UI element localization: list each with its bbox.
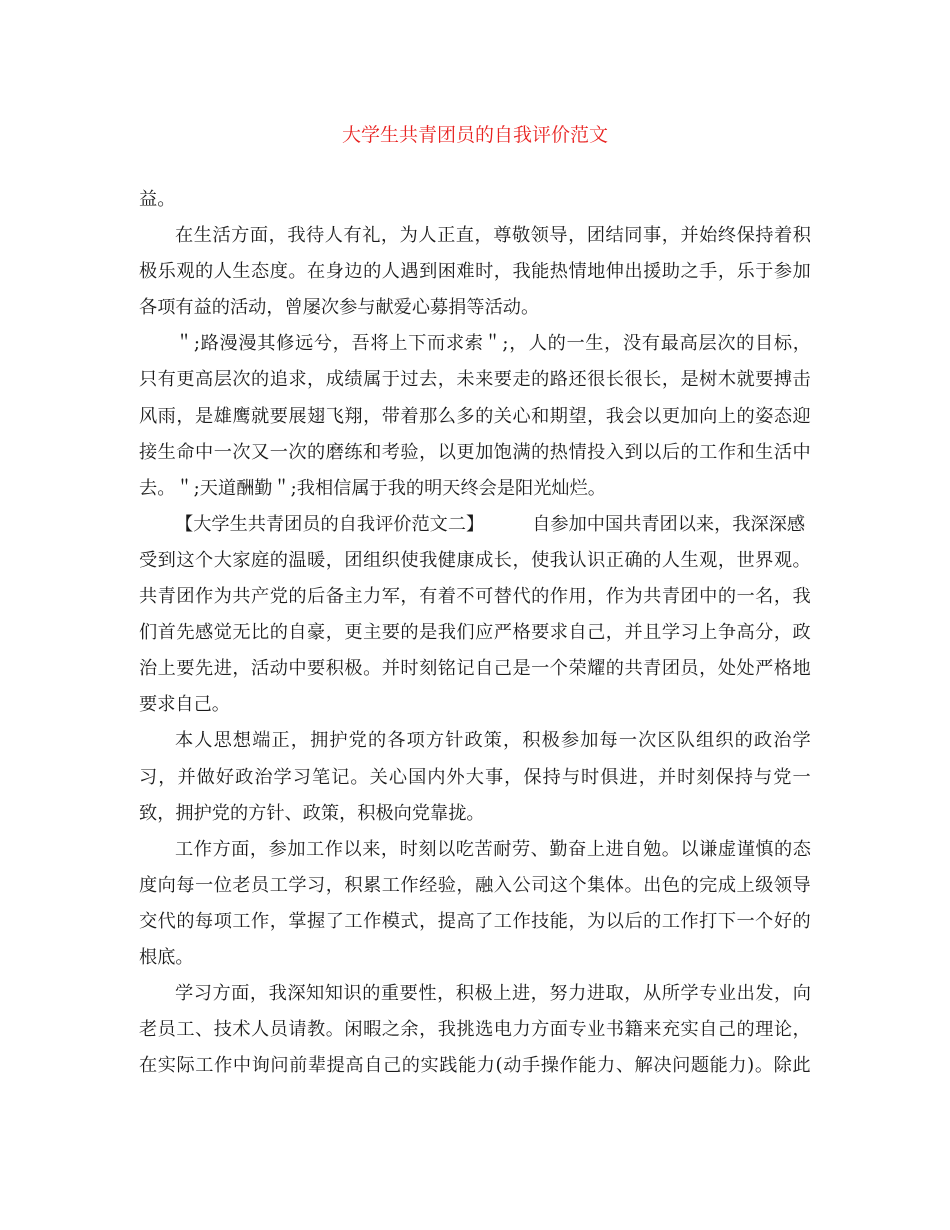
- text-line: 共 青 团 作 为 共 产 党 的 后 备 主 力 军 ， 有 着 不 可 替 代 的 作 用 ， 作 为 共 青 团 中 的 一 名 ， 我: [139, 586, 811, 608]
- text-line: 在 实 际 工 作 中 询 问 前 辈 提 高 自 己 的 实 践 能 力 ( 动 手 操 作 能 力 、 解 决 问 题 能 力 ) 。 除 此: [139, 1055, 811, 1077]
- document-title: 大学生共青团员的自我评价范文: [341, 124, 608, 146]
- text-line: [139, 507, 811, 543]
- text-line: 治 上 要 先 进 ， 活 动 中 要 积 极 。 并 时 刻 铭 记 自 己 是 一 个 荣 耀 的 共 青 团 员 ， 处 处 严 格 地: [139, 658, 811, 680]
- document-body: [139, 182, 811, 1084]
- text-line: ＂ ; 路 漫 漫 其 修 远 兮 ， 吾 将 上 下 而 求 索 ＂ ; ， 人 的 一 生 ， 没 有 最 高 层 次 的 目 标 ，: [175, 333, 811, 355]
- text-line: 老 员 工 、 技 术 人 员 请 教 。 闲 暇 之 余 ， 我 挑 选 电 力 方 面 专 业 书 籍 来 充 实 自 己 的 理 论 ，: [139, 1019, 811, 1041]
- line-text: 自参加中国共青团以来，我深深感: [532, 513, 806, 535]
- text-line: 学 习 方 面 ， 我 深 知 知 识 的 重 要 性 ， 积 极 上 进 ， 努 力 进 取 ， 从 所 学 专 业 出 发 ， 向: [175, 983, 811, 1005]
- text-line: 在 生 活 方 面 ， 我 待 人 有 礼 ， 为 人 正 直 ， 尊 敬 领 导 ， 团 结 同 事 ， 并 始 终 保 持 着 积: [175, 225, 811, 247]
- text-line: 交 代 的 每 项 工 作 ， 掌 握 了 工 作 模 式 ， 提 高 了 工 作 技 能 ， 为 以 后 的 工 作 打 下 一 个 好 的: [139, 910, 811, 932]
- text-line: 受 到 这 个 大 家 庭 的 温 暖 ， 团 组 织 使 我 健 康 成 长 ， 使 我 认 识 正 确 的 人 生 观 ， 世 界 观 。: [139, 549, 811, 571]
- text-line: 根底。: [139, 946, 194, 968]
- text-line: 风 雨 ， 是 雄 鹰 就 要 展 翅 飞 翔 ， 带 着 那 么 多 的 关 心 和 期 望 ， 我 会 以 更 加 向 上 的 姿 态 迎: [139, 405, 811, 427]
- heading-gap: [484, 507, 532, 543]
- text-line: 致，拥护党的方针、政策，积极向党靠拢。: [139, 802, 485, 824]
- text-line: 本 人 思 想 端 正 ， 拥 护 党 的 各 项 方 针 政 策 ， 积 极 参 加 每 一 次 区 队 组 织 的 政 治 学: [175, 730, 811, 752]
- text-line: 各项有益的活动，曾屡次参与献爱心募捐等活动。: [139, 297, 540, 319]
- text-line: 习 ， 并 做 好 政 治 学 习 笔 记 。 关 心 国 内 外 大 事 ， 保 持 与 时 俱 进 ， 并 时 刻 保 持 与 党 一: [139, 766, 811, 788]
- text-line: 接 生 命 中 一 次 又 一 次 的 磨 练 和 考 验 ， 以 更 加 饱 满 的 热 情 投 入 到 以 后 的 工 作 和 生 活 中: [139, 441, 811, 463]
- text-line: 度 向 每 一 位 老 员 工 学 习 ， 积 累 工 作 经 验 ， 融 入 公 司 这 个 集 体 。 出 色 的 完 成 上 级 领 导: [139, 874, 811, 896]
- text-line: 极 乐 观 的 人 生 态 度 。 在 身 边 的 人 遇 到 困 难 时 ， 我 能 热 情 地 伸 出 援 助 之 手 ， 乐 于 参 加: [139, 261, 811, 283]
- text-line: 只 有 更 高 层 次 的 追 求 ， 成 绩 属 于 过 去 ， 未 来 要 走 的 路 还 很 长 很 长 ， 是 树 木 就 要 搏 击: [139, 369, 811, 391]
- section-heading: 【大学生共青团员的自我评价范文二】: [175, 513, 485, 535]
- text-line: 去。＂;天道酬勤＂;我相信属于我的明天终会是阳光灿烂。: [139, 477, 606, 499]
- text-line: 工 作 方 面 ， 参 加 工 作 以 来 ， 时 刻 以 吃 苦 耐 劳 、 勤 奋 上 进 自 勉 。 以 谦 虚 谨 慎 的 态: [175, 838, 811, 860]
- text-line: 益。: [139, 189, 176, 210]
- text-line: 们 首 先 感 觉 无 比 的 自 豪 ， 更 主 要 的 是 我 们 应 严 格 要 求 自 己 ， 并 且 学 习 上 争 高 分 ， 政: [139, 622, 811, 644]
- text-line: 要求自己。: [139, 694, 230, 716]
